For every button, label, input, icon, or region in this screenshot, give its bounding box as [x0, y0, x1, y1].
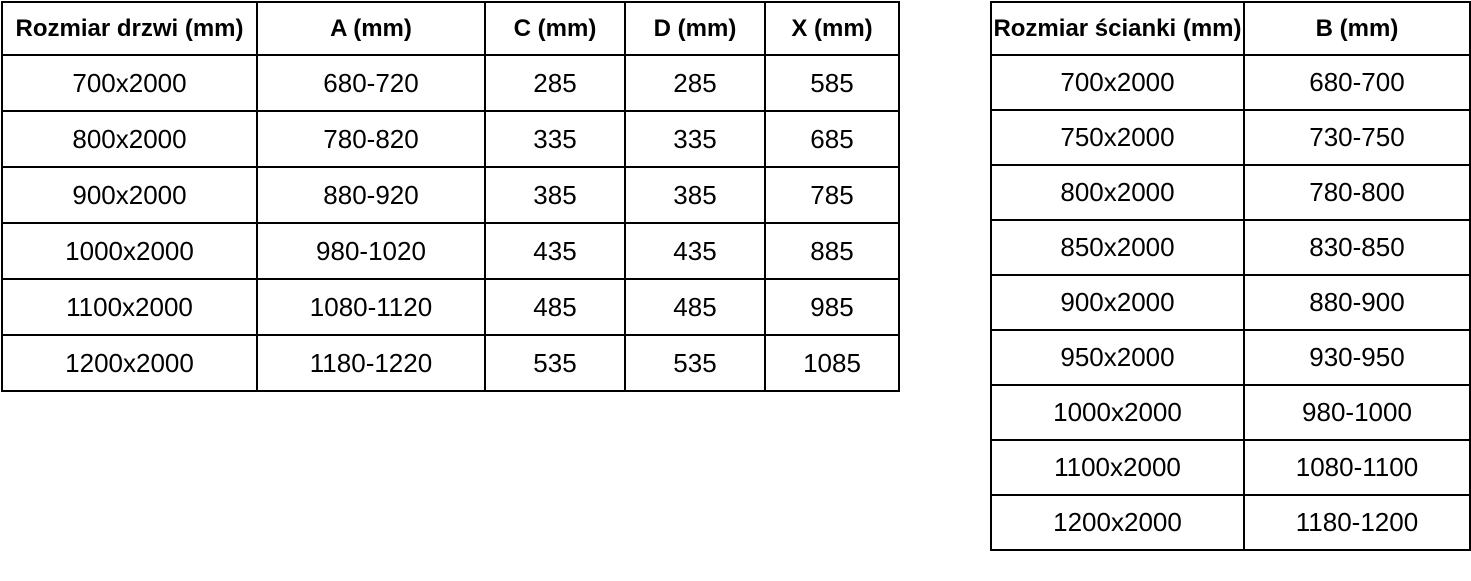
- table-row: [991, 330, 1470, 385]
- table-cell: 780-800: [1244, 165, 1470, 220]
- table-row: [2, 167, 899, 223]
- table-cell: 980-1000: [1244, 385, 1470, 440]
- column-header-a: A (mm): [257, 2, 485, 55]
- table-cell: 700x2000: [991, 55, 1244, 110]
- table-row: [991, 110, 1470, 165]
- table-row: [2, 55, 899, 111]
- table-cell: 485: [625, 279, 765, 335]
- table-row: [991, 495, 1470, 550]
- column-header-c: C (mm): [485, 2, 625, 55]
- table-cell: 900x2000: [2, 167, 257, 223]
- column-header-x: X (mm): [765, 2, 899, 55]
- table-cell: 1200x2000: [991, 495, 1244, 550]
- table-cell: 1100x2000: [2, 279, 257, 335]
- table-row: [991, 275, 1470, 330]
- table-cell: 1180-1220: [257, 335, 485, 391]
- table-cell: 285: [625, 55, 765, 111]
- table-cell: 1200x2000: [2, 335, 257, 391]
- table-cell: 700x2000: [2, 55, 257, 111]
- table-cell: 1000x2000: [2, 223, 257, 279]
- table-cell: 980-1020: [257, 223, 485, 279]
- table-row: [2, 111, 899, 167]
- table-row: [991, 55, 1470, 110]
- table-cell: 335: [625, 111, 765, 167]
- table-cell: 335: [485, 111, 625, 167]
- table-cell: 850x2000: [991, 220, 1244, 275]
- table-cell: 585: [765, 55, 899, 111]
- table-cell: 900x2000: [991, 275, 1244, 330]
- column-header-rozmiar-scianki: Rozmiar ścianki (mm): [991, 2, 1244, 55]
- table-cell: 485: [485, 279, 625, 335]
- table-cell: 880-920: [257, 167, 485, 223]
- table-cell: 1100x2000: [991, 440, 1244, 495]
- door-dimensions-table: [1, 1, 900, 392]
- table-row: [991, 385, 1470, 440]
- table-cell: 435: [485, 223, 625, 279]
- table-cell: 780-820: [257, 111, 485, 167]
- table-row: [2, 279, 899, 335]
- table-cell: 435: [625, 223, 765, 279]
- table-cell: 535: [625, 335, 765, 391]
- table-cell: 285: [485, 55, 625, 111]
- table-row: [991, 440, 1470, 495]
- table-cell: 930-950: [1244, 330, 1470, 385]
- table-cell: 885: [765, 223, 899, 279]
- table-cell: 385: [485, 167, 625, 223]
- table-cell: 730-750: [1244, 110, 1470, 165]
- table-row: [2, 223, 899, 279]
- table-cell: 685: [765, 111, 899, 167]
- table-cell: 535: [485, 335, 625, 391]
- column-header-rozmiar-drzwi: Rozmiar drzwi (mm): [2, 2, 257, 55]
- table-cell: 880-900: [1244, 275, 1470, 330]
- wall-dimensions-table: [990, 1, 1471, 551]
- table-cell: 385: [625, 167, 765, 223]
- table-cell: 750x2000: [991, 110, 1244, 165]
- column-header-b: B (mm): [1244, 2, 1470, 55]
- column-header-d: D (mm): [625, 2, 765, 55]
- header-row: [2, 2, 899, 55]
- table-cell: 950x2000: [991, 330, 1244, 385]
- table-cell: 800x2000: [2, 111, 257, 167]
- table-cell: 1085: [765, 335, 899, 391]
- table-cell: 1180-1200: [1244, 495, 1470, 550]
- table-cell: 785: [765, 167, 899, 223]
- table-cell: 985: [765, 279, 899, 335]
- table-cell: 1080-1100: [1244, 440, 1470, 495]
- table-cell: 800x2000: [991, 165, 1244, 220]
- table-cell: 830-850: [1244, 220, 1470, 275]
- table-cell: 1000x2000: [991, 385, 1244, 440]
- table-row: [2, 335, 899, 391]
- table-cell: 1080-1120: [257, 279, 485, 335]
- table-cell: 680-700: [1244, 55, 1470, 110]
- table-row: [991, 220, 1470, 275]
- header-row: [991, 2, 1470, 55]
- table-cell: 680-720: [257, 55, 485, 111]
- table-row: [991, 165, 1470, 220]
